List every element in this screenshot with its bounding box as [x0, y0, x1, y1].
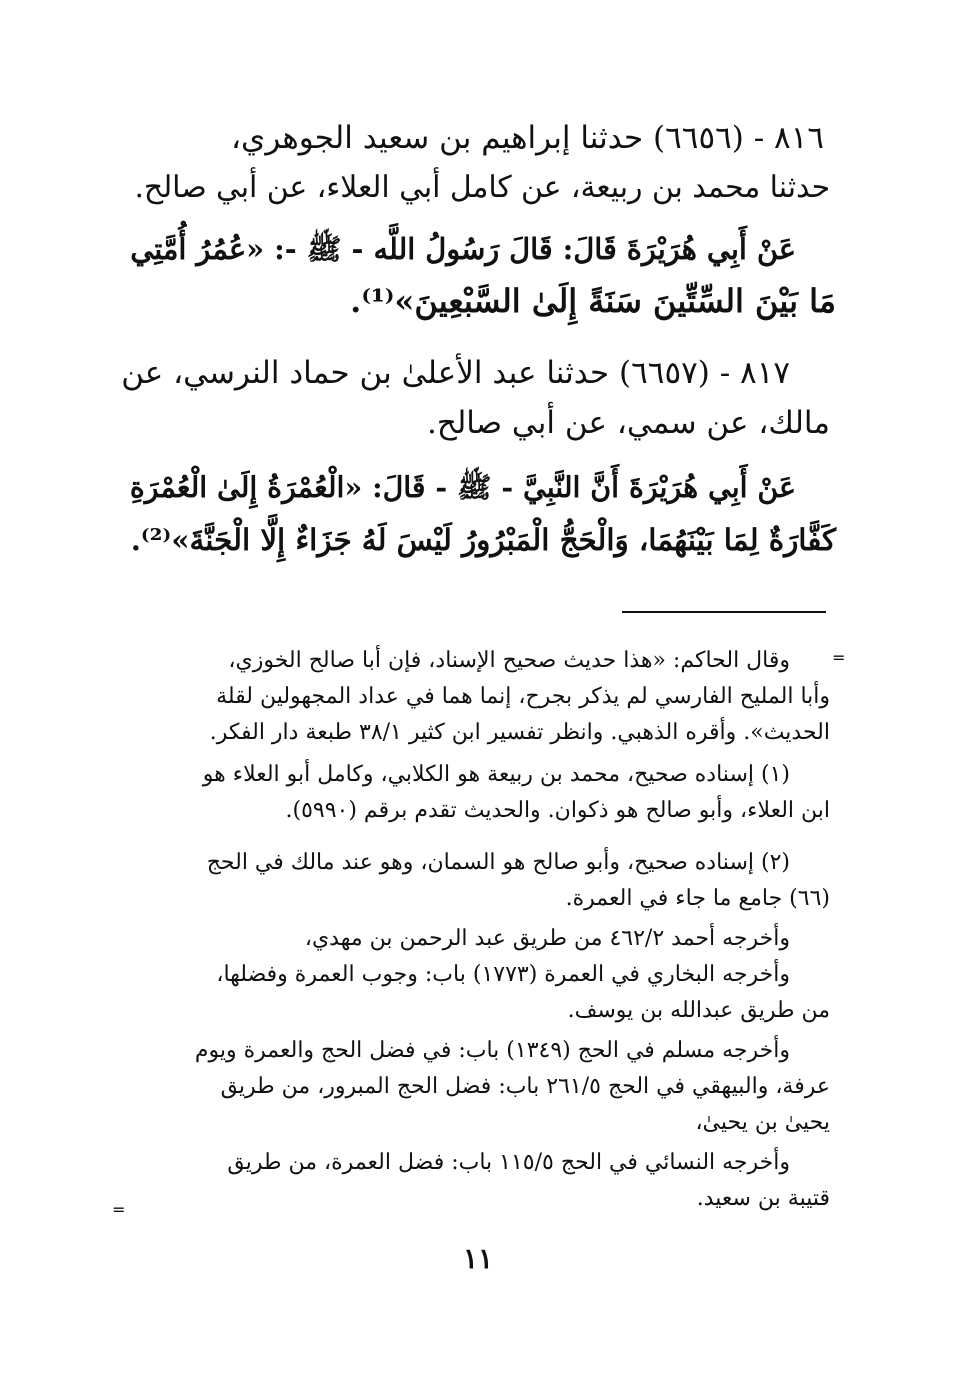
hadith-816-line-1: عَنْ أَبِي هُرَيْرَةَ قَالَ: قَالَ رَسُولُ اللَّه - ﷺ -: «عُمُرُ أُمَّتِي: [130, 232, 796, 266]
footnote-1-line-2: ابن العلاء، وأبو صالح هو ذكوان. والحديث تقدم برقم (٥٩٩٠).: [285, 798, 830, 823]
footnote-2-line-2: (٦٦) جامع ما جاء في العمرة.: [565, 886, 830, 911]
hadith-817-line-2: كَفَّارَةٌ لِمَا بَيْنَهُمَا، وَالْحَجُّ الْمَبْرُورُ لَيْسَ لَهُ جَزَاءٌ إِلَّا الْجَنَّةَ»⁽²⁾.: [130, 522, 836, 557]
footnote-2-line-10: قتيبة بن سعيد.: [696, 1186, 830, 1211]
footnote-2-line-5: من طريق عبدالله بن يوسف.: [567, 998, 830, 1023]
footnote-2-line-9: وأخرجه النسائي في الحج ١١٥/٥ باب: فضل العمرة، من طريق: [227, 1150, 790, 1175]
page-number: ١١: [462, 1242, 494, 1275]
footnote-2-line-1: (٢) إسناده صحيح، وأبو صالح هو السمان، وهو عند مالك في الحج: [206, 850, 790, 875]
footnote-continuation-line-2: وأبا المليح الفارسي لم يذكر بجرح، إنما هما في عداد المجهولين لقلة: [216, 684, 830, 709]
footnote-1-line-1: (١) إسناده صحيح، محمد بن ربيعة هو الكلابي، وكامل أبو العلاء هو: [202, 762, 790, 787]
entry-817: [120, 355, 830, 455]
hadith-816-text: [116, 232, 836, 332]
footnote-continuation-mark-top: =: [832, 648, 846, 667]
footnote-2-line-7: عرفة، والبيهقي في الحج ٢٦١/٥ باب: فضل الحج المبرور، من طريق: [220, 1074, 830, 1099]
footnote-2-line-6: وأخرجه مسلم في الحج (١٣٤٩) باب: في فضل الحج والعمرة ويوم: [194, 1038, 790, 1063]
entry-817-line-2: مالك، عن سمي، عن أبي صالح.: [427, 405, 830, 441]
footnote-continuation: [124, 648, 830, 758]
entry-817-line-1: ٨١٧ - (٦٦٥٧) حدثنا عبد الأعلىٰ بن حماد النرسي، عن: [121, 355, 790, 391]
footnote-1: [124, 762, 830, 834]
footnote-continuation-line-1: وقال الحاكم: «هذا حديث صحيح الإسناد، فإن أبا صالح الخوزي،: [228, 648, 790, 673]
footnote-continuation-line-3: الحديث». وأقره الذهبي. وانظر تفسير ابن كثير ٣٨/١ طبعة دار الفكر.: [209, 720, 830, 745]
entry-816: [120, 120, 830, 220]
footnote-2-line-8: يحيىٰ بن يحيىٰ،: [695, 1110, 830, 1135]
hadith-817-text: [116, 470, 836, 580]
footnote-2: [124, 850, 830, 1220]
footnote-separator: [622, 611, 826, 613]
footnote-2-line-4: وأخرجه البخاري في العمرة (١٧٧٣) باب: وجوب العمرة وفضلها،: [216, 962, 790, 987]
entry-816-line-1: ٨١٦ - (٦٦٥٦) حدثنا إبراهيم بن سعيد الجوهري،: [231, 120, 824, 156]
entry-816-line-2: حدثنا محمد بن ربيعة، عن كامل أبي العلاء، عن أبي صالح.: [134, 170, 830, 205]
hadith-817-line-1: عَنْ أَبِي هُرَيْرَةَ أَنَّ النَّبِيَّ - ﷺ - قَالَ: «الْعُمْرَةُ إِلَىٰ الْعُمْرَةِ: [129, 470, 796, 504]
footnote-2-line-3: وأخرجه أحمد ٤٦٢/٢ من طريق عبد الرحمن بن مهدي،: [304, 926, 790, 951]
footnote-continuation-mark-bottom: =: [112, 1200, 126, 1219]
hadith-816-line-2: مَا بَيْنَ السِّتِّينَ سَنَةً إِلَىٰ السَّبْعِينَ»⁽¹⁾.: [350, 282, 836, 320]
